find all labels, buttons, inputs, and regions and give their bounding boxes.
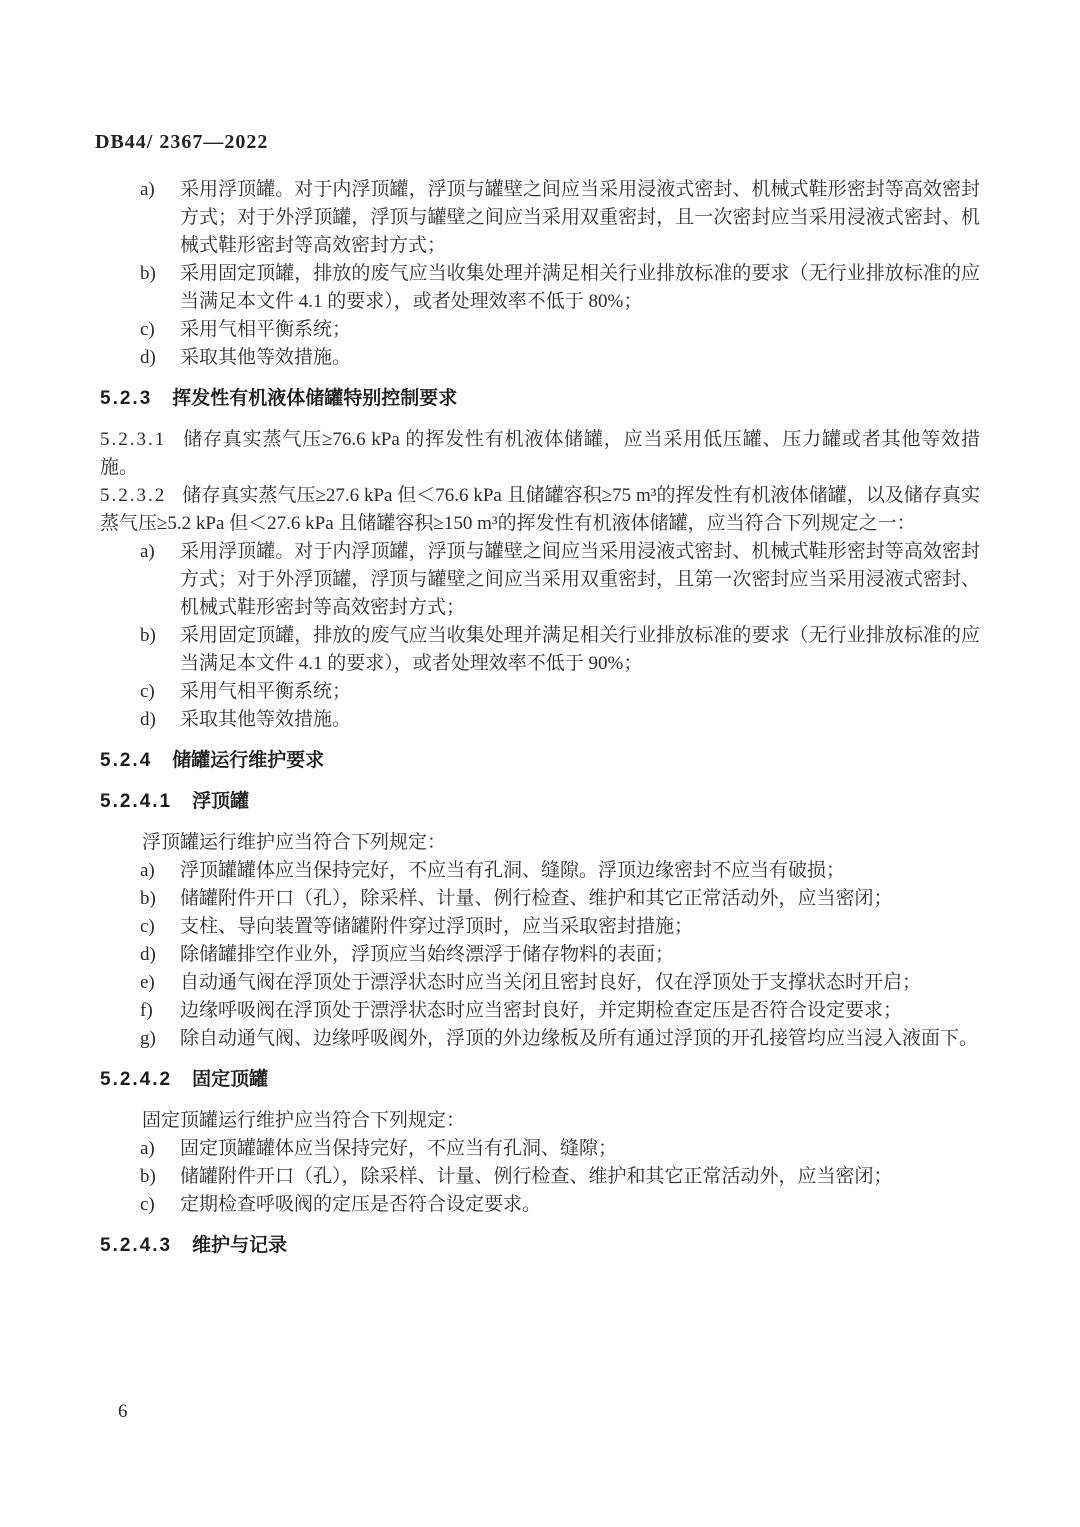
list-item-label: b) xyxy=(140,888,156,909)
list-item xyxy=(100,176,980,260)
list-item xyxy=(100,622,980,678)
heading-title: 挥发性有机液体储罐特别控制要求 xyxy=(172,388,458,409)
list-item xyxy=(100,538,980,622)
list-item-label: b) xyxy=(140,625,156,646)
list-item xyxy=(100,913,980,941)
list-item xyxy=(100,857,980,885)
clause-paragraph xyxy=(100,426,980,482)
heading-number: 5.2.3 xyxy=(100,388,153,409)
clause-text: 储存真实蒸气压≥76.6 kPa 的挥发性有机液体储罐，应当采用低压罐、压力罐或者其他等效措施。 xyxy=(100,429,980,478)
heading-number: 5.2.4.3 xyxy=(100,1235,173,1256)
section-heading xyxy=(100,1232,980,1260)
intro-paragraph: 固定顶罐运行维护应当符合下列规定： xyxy=(142,1110,466,1131)
list-item-text: 采用浮顶罐。对于内浮顶罐，浮顶与罐壁之间应当采用浸液式密封、机械式鞋形密封等高效密封方式；对于外浮顶罐，浮顶与罐壁之间应当采用双重密封，且一次密封应当采用浸液式密封、机械式鞋形密封等高效密封方式； xyxy=(180,179,980,256)
heading-title: 浮顶罐 xyxy=(192,791,250,812)
list-item-text: 固定顶罐罐体应当保持完好，不应当有孔洞、缝隙； xyxy=(180,1138,618,1159)
section-heading xyxy=(100,1066,980,1094)
heading-number: 5.2.4.2 xyxy=(100,1069,173,1090)
list-item-label: c) xyxy=(140,319,155,340)
list-item-label: d) xyxy=(140,347,156,368)
list-item-label: c) xyxy=(140,916,155,937)
heading-number: 5.2.4 xyxy=(100,750,153,771)
list-item-label: g) xyxy=(140,1028,156,1049)
list-item-text: 储罐附件开口（孔），除采样、计量、例行检查、维护和其它正常活动外，应当密闭； xyxy=(180,888,893,909)
section-heading xyxy=(100,747,980,775)
clause-number: 5.2.3.2 xyxy=(100,485,167,506)
ordered-list xyxy=(100,857,980,1053)
section-heading xyxy=(100,788,980,816)
list-item-label: c) xyxy=(140,681,155,702)
list-item-label: d) xyxy=(140,709,156,730)
heading-title: 储罐运行维护要求 xyxy=(172,750,325,771)
list-item xyxy=(100,1191,980,1219)
list-item-text: 除储罐排空作业外，浮顶应当始终漂浮于储存物料的表面； xyxy=(180,944,675,965)
list-item-text: 定期检查呼吸阀的定压是否符合设定要求。 xyxy=(180,1194,542,1215)
ordered-list xyxy=(100,1135,980,1219)
list-item-text: 采取其他等效措施。 xyxy=(180,347,352,368)
intro-paragraph: 浮顶罐运行维护应当符合下列规定： xyxy=(142,832,447,853)
heading-title: 固定顶罐 xyxy=(192,1069,269,1090)
list-item xyxy=(100,678,980,706)
list-item xyxy=(100,941,980,969)
heading-number: 5.2.4.1 xyxy=(100,791,173,812)
list-item-label: d) xyxy=(140,944,156,965)
list-item-text: 采取其他等效措施。 xyxy=(180,709,352,730)
list-item xyxy=(100,1163,980,1191)
list-item xyxy=(100,997,980,1025)
list-item-text: 采用气相平衡系统； xyxy=(180,681,352,702)
list-item-label: c) xyxy=(140,1194,155,1215)
clause-number: 5.2.3.1 xyxy=(100,429,167,450)
list-item-label: b) xyxy=(140,263,156,284)
list-item xyxy=(100,885,980,913)
list-item xyxy=(100,969,980,997)
list-item xyxy=(100,1135,980,1163)
list-item xyxy=(100,316,980,344)
list-item-label: a) xyxy=(140,541,155,562)
list-item-text: 除自动通气阀、边缘呼吸阀外，浮顶的外边缘板及所有通过浮顶的开孔接管均应当浸入液面下。 xyxy=(180,1028,979,1049)
list-item-label: a) xyxy=(140,860,155,881)
list-item xyxy=(100,260,980,316)
list-item xyxy=(100,1025,980,1053)
list-item-label: b) xyxy=(140,1166,156,1187)
document-content xyxy=(100,176,980,1273)
heading-title: 维护与记录 xyxy=(192,1235,288,1256)
list-item-text: 支柱、导向装置等储罐附件穿过浮顶时，应当采取密封措施； xyxy=(180,916,694,937)
page-number: 6 xyxy=(118,1401,128,1422)
ordered-list xyxy=(100,176,980,372)
list-item-label: f) xyxy=(140,1000,153,1021)
list-item-text: 采用固定顶罐，排放的废气应当收集处理并满足相关行业排放标准的要求（无行业排放标准的应当满足本文件 4.1 的要求），或者处理效率不低于 80%； xyxy=(180,263,980,312)
list-item-text: 自动通气阀在浮顶处于漂浮状态时应当关闭且密封良好，仅在浮顶处于支撑状态时开启； xyxy=(180,972,922,993)
clause-paragraph xyxy=(100,482,980,538)
list-item-label: e) xyxy=(140,972,155,993)
list-item xyxy=(100,706,980,734)
list-item-text: 浮顶罐罐体应当保持完好，不应当有孔洞、缝隙。浮顶边缘密封不应当有破损； xyxy=(180,860,846,881)
section-heading xyxy=(100,385,980,413)
list-item xyxy=(100,344,980,372)
list-item-text: 储罐附件开口（孔），除采样、计量、例行检查、维护和其它正常活动外，应当密闭； xyxy=(180,1166,893,1187)
list-item-label: a) xyxy=(140,179,155,200)
clause-text: 储存真实蒸气压≥27.6 kPa 但＜76.6 kPa 且储罐容积≥75 m³的挥发性有机液体储罐，以及储存真实蒸气压≥5.2 kPa 但＜27.6 kPa 且储罐容积≥150 m³的挥发性有机液体储罐，应当符合下列规定之一： xyxy=(100,485,980,534)
list-item-label: a) xyxy=(140,1138,155,1159)
list-item-text: 边缘呼吸阀在浮顶处于漂浮状态时应当密封良好，并定期检查定压是否符合设定要求； xyxy=(180,1000,903,1021)
list-item-text: 采用浮顶罐。对于内浮顶罐，浮顶与罐壁之间应当采用浸液式密封、机械式鞋形密封等高效密封方式；对于外浮顶罐，浮顶与罐壁之间应当采用双重密封，且第一次密封应当采用浸液式密封、机械式鞋形密封等高效密封方式； xyxy=(180,541,980,618)
ordered-list xyxy=(100,538,980,734)
list-item-text: 采用气相平衡系统； xyxy=(180,319,352,340)
running-header: DB44/ 2367—2022 xyxy=(95,131,269,153)
list-item-text: 采用固定顶罐，排放的废气应当收集处理并满足相关行业排放标准的要求（无行业排放标准的应当满足本文件 4.1 的要求），或者处理效率不低于 90%； xyxy=(180,625,980,674)
